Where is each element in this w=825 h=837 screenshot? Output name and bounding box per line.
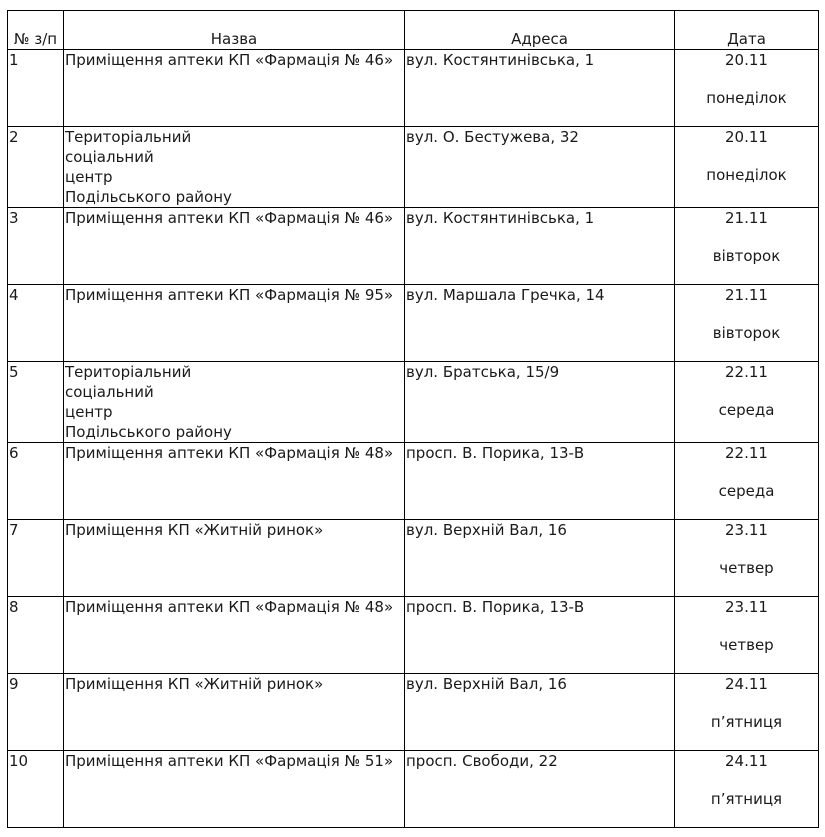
location-name-line-1: Приміщення аптеки КП «Фармація № 48» <box>65 598 394 616</box>
location-name-line-1: Приміщення аптеки КП «Фармація № 51» <box>65 752 394 770</box>
location-address: вул. О. Бестужева, 32 <box>405 127 675 208</box>
visit-date: 23.11 <box>725 598 768 616</box>
visit-date: 20.11 <box>725 128 768 146</box>
visit-date-cell <box>675 751 819 828</box>
table-row <box>8 127 819 208</box>
row-number: 10 <box>8 751 64 828</box>
row-number: 4 <box>8 285 64 362</box>
visit-date-cell <box>675 50 819 127</box>
visit-date-cell <box>675 674 819 751</box>
location-name-line-1: Приміщення аптеки КП «Фармація № 46» <box>65 51 394 69</box>
row-number: 9 <box>8 674 64 751</box>
location-name <box>64 751 405 828</box>
location-name-line-2: Подільського району <box>65 188 232 206</box>
location-name-line-1 <box>65 127 403 187</box>
visit-date: 21.11 <box>725 209 768 227</box>
location-name-word: Територіальний <box>65 363 192 381</box>
visit-weekday: п’ятниця <box>710 713 783 731</box>
location-name-word: Територіальний <box>65 128 192 146</box>
location-name <box>64 362 405 443</box>
location-name-word: соціальний <box>65 383 154 401</box>
visit-date: 22.11 <box>725 363 768 381</box>
table-row <box>8 50 819 127</box>
location-address: просп. В. Порика, 13-В <box>405 443 675 520</box>
location-name-line-2: Подільського району <box>65 423 232 441</box>
location-name-line-1: Приміщення аптеки КП «Фармація № 48» <box>65 444 394 462</box>
visit-date-cell <box>675 520 819 597</box>
location-name-line-1: Приміщення аптеки КП «Фармація № 95» <box>65 286 394 304</box>
table-row <box>8 443 819 520</box>
header-row <box>8 11 819 50</box>
visit-weekday: вівторок <box>712 247 781 265</box>
location-name-word: центр <box>65 168 113 186</box>
location-name-line-1: Приміщення КП «Житній ринок» <box>65 521 324 539</box>
visit-weekday: середа <box>718 482 775 500</box>
table-row <box>8 520 819 597</box>
visit-date-cell <box>675 285 819 362</box>
location-address: вул. Костянтинівська, 1 <box>405 208 675 285</box>
location-address: просп. В. Порика, 13-В <box>405 597 675 674</box>
location-name <box>64 674 405 751</box>
table-header <box>8 11 819 50</box>
location-name <box>64 127 405 208</box>
table-row <box>8 285 819 362</box>
visit-date-cell <box>675 362 819 443</box>
visit-date: 22.11 <box>725 444 768 462</box>
row-number: 7 <box>8 520 64 597</box>
visit-weekday: понеділок <box>706 89 787 107</box>
location-address: просп. Свободи, 22 <box>405 751 675 828</box>
header-num: № з/п <box>8 11 64 50</box>
location-address: вул. Братська, 15/9 <box>405 362 675 443</box>
location-name <box>64 443 405 520</box>
table-body <box>8 50 819 828</box>
visit-date: 21.11 <box>725 286 768 304</box>
visit-weekday: четвер <box>719 636 774 654</box>
row-number: 2 <box>8 127 64 208</box>
location-name <box>64 597 405 674</box>
visit-date-cell <box>675 597 819 674</box>
table-row <box>8 208 819 285</box>
header-date: Дата <box>675 11 819 50</box>
visit-weekday: четвер <box>719 559 774 577</box>
row-number: 5 <box>8 362 64 443</box>
visit-weekday: п’ятниця <box>710 790 783 808</box>
header-address: Адреса <box>405 11 675 50</box>
header-name: Назва <box>64 11 405 50</box>
visit-weekday: середа <box>718 401 775 419</box>
location-address: вул. Верхній Вал, 16 <box>405 520 675 597</box>
schedule-table <box>7 10 819 828</box>
row-number: 8 <box>8 597 64 674</box>
location-name-line-1 <box>65 362 403 422</box>
table-row <box>8 751 819 828</box>
visit-date: 24.11 <box>725 675 768 693</box>
table-row <box>8 362 819 443</box>
row-number: 3 <box>8 208 64 285</box>
location-address: вул. Верхній Вал, 16 <box>405 674 675 751</box>
location-address: вул. Костянтинівська, 1 <box>405 50 675 127</box>
location-name-word: соціальний <box>65 148 154 166</box>
row-number: 1 <box>8 50 64 127</box>
visit-date-cell <box>675 443 819 520</box>
location-name-line-1: Приміщення аптеки КП «Фармація № 46» <box>65 209 394 227</box>
location-name-line-1: Приміщення КП «Житній ринок» <box>65 675 324 693</box>
visit-date-cell <box>675 208 819 285</box>
location-name <box>64 520 405 597</box>
visit-weekday: вівторок <box>712 324 781 342</box>
visit-date-cell <box>675 127 819 208</box>
table-row <box>8 674 819 751</box>
visit-date: 20.11 <box>725 51 768 69</box>
visit-date: 23.11 <box>725 521 768 539</box>
visit-weekday: понеділок <box>706 166 787 184</box>
row-number: 6 <box>8 443 64 520</box>
visit-date: 24.11 <box>725 752 768 770</box>
location-name-word: центр <box>65 403 113 421</box>
table-row <box>8 597 819 674</box>
location-address: вул. Маршала Гречка, 14 <box>405 285 675 362</box>
location-name <box>64 208 405 285</box>
location-name <box>64 285 405 362</box>
location-name <box>64 50 405 127</box>
